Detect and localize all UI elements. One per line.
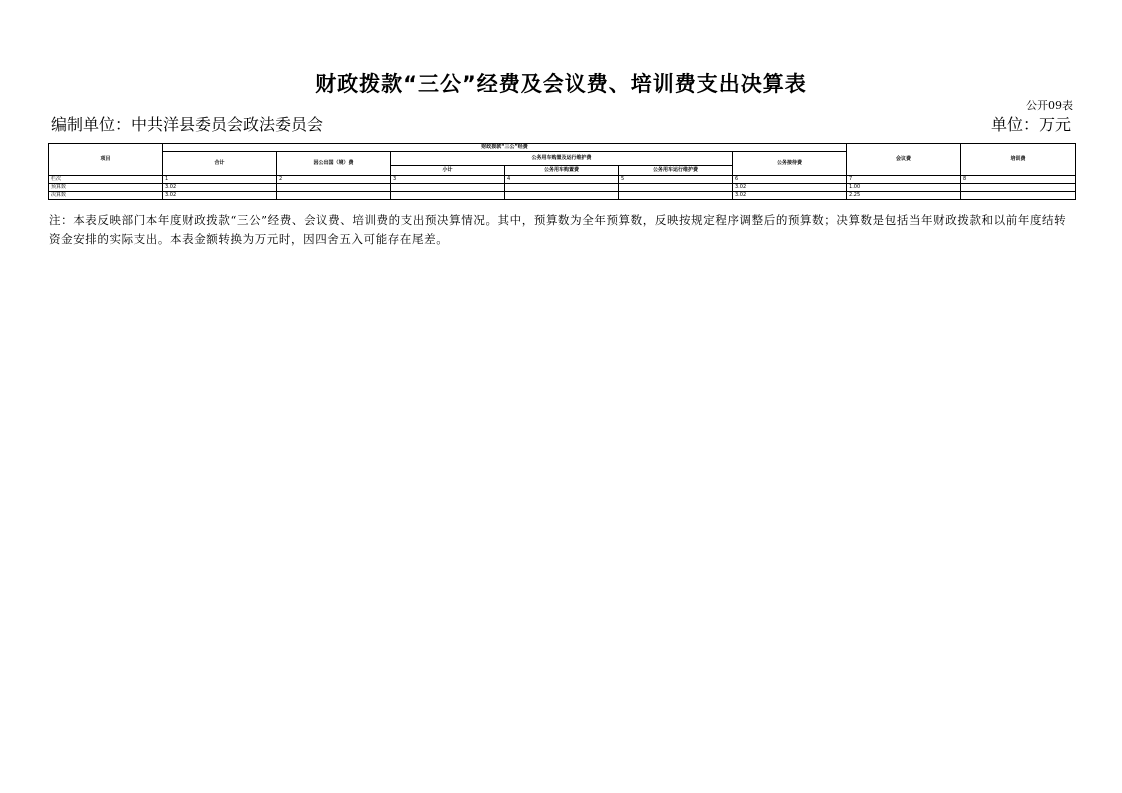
page-title: 财政拨款“三公”经费及会议费、培训费支出决算表: [315, 72, 807, 96]
currency-unit: 单位：万元: [990, 115, 1071, 134]
row-label: 决算数: [49, 192, 163, 200]
compiling-unit: 编制单位：中共洋县委员会政法委员会: [51, 115, 324, 134]
table-cell: 5: [619, 176, 733, 184]
header-vehicle-operation: 公务用车运行维护费: [619, 166, 733, 176]
header-training: 培训费: [961, 144, 1076, 176]
table-cell: 2.25: [847, 192, 961, 200]
table-cell: 3.02: [733, 192, 847, 200]
header-meeting: 会议费: [847, 144, 961, 176]
table-cell: 4: [505, 176, 619, 184]
table-cell: [961, 184, 1076, 192]
table-row: [49, 192, 1076, 200]
header-total: 合计: [163, 152, 277, 176]
table-cell: 3.02: [733, 184, 847, 192]
table-cell: [505, 184, 619, 192]
header-subtotal: 小计: [391, 166, 505, 176]
table-cell: 3.02: [163, 192, 277, 200]
table-cell: [505, 192, 619, 200]
header-abroad: 因公出国（境）费: [277, 152, 391, 176]
table-cell: 2: [277, 176, 391, 184]
expenditure-table: [48, 143, 1076, 200]
table-cell: [619, 184, 733, 192]
table-cell: 3.02: [163, 184, 277, 192]
table-cell: 8: [961, 176, 1076, 184]
table-cell: 7: [847, 176, 961, 184]
table-row: [49, 184, 1076, 192]
table-cell: 6: [733, 176, 847, 184]
header-row-1: [49, 144, 1076, 152]
table-cell: [277, 192, 391, 200]
table-cell: [277, 184, 391, 192]
table-cell: [961, 192, 1076, 200]
footnote: 注：本表反映部门本年度财政拨款“三公”经费、会议费、培训费的支出预决算情况。其中，预算数为全年预算数，反映按规定程序调整后的预算数；决算数是包括当年财政拨款和以前年度结转资金安排的实际支出。本表金额转换为万元时，因四舍五入可能存在尾差。: [49, 213, 1067, 246]
table-cell: [391, 184, 505, 192]
table-row: [49, 176, 1076, 184]
header-sangong-group: 财政拨款“三公”经费: [163, 144, 847, 152]
table-cell: [619, 192, 733, 200]
row-label: 预算数: [49, 184, 163, 192]
table-cell: 1.00: [847, 184, 961, 192]
table-cell: 1: [163, 176, 277, 184]
header-reception: 公务接待费: [733, 152, 847, 176]
table-cell: 3: [391, 176, 505, 184]
header-item: 项目: [49, 144, 163, 176]
header-vehicle-group: 公务用车购置及运行维护费: [391, 152, 733, 166]
form-code: 公开09表: [1026, 99, 1073, 112]
header-vehicle-purchase: 公务用车购置费: [505, 166, 619, 176]
table-cell: [391, 192, 505, 200]
row-label: 栏次: [49, 176, 163, 184]
